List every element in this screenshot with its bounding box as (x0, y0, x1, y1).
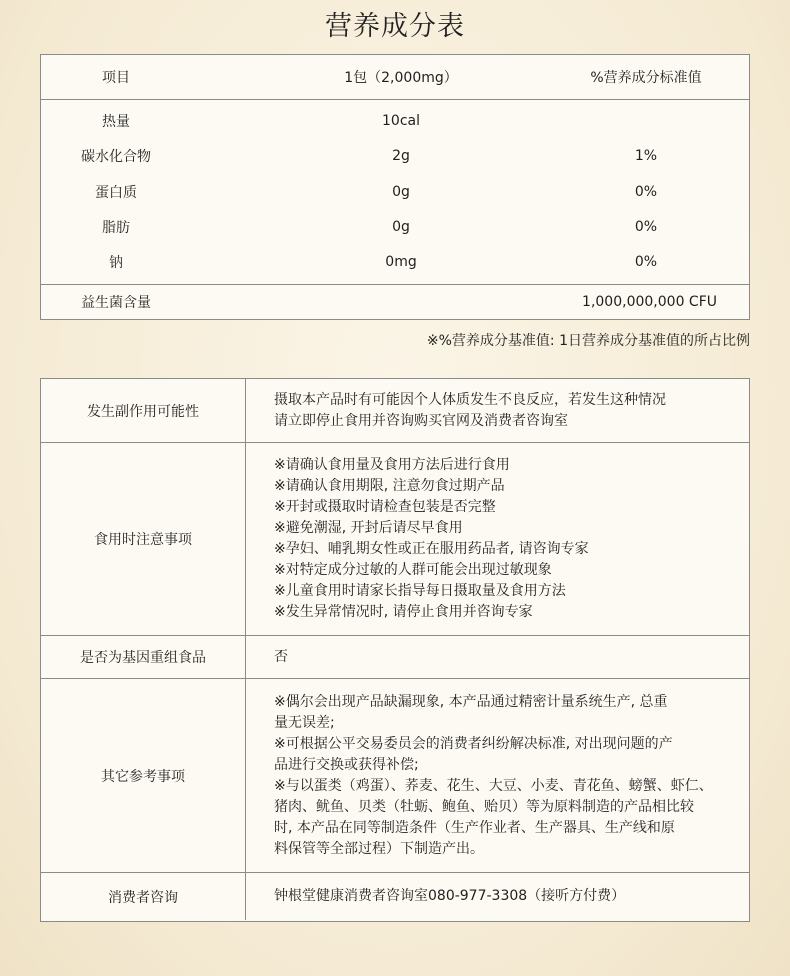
other-row (41, 679, 749, 873)
precautions-row (41, 443, 749, 636)
gmo-row (41, 636, 749, 679)
header-amount: 1包（2,000mg） (344, 70, 458, 86)
info-table (40, 378, 750, 922)
nutrient-name: 碳水化合物 (81, 149, 151, 165)
side-effect-row (41, 379, 749, 443)
nutrient-amount: 0mg (385, 254, 417, 270)
side-effect-label: 发生副作用可能性 (41, 379, 246, 442)
text-line: ※与以蛋类（鸡蛋）、荞麦、花生、大豆、小麦、青花鱼、螃蟹、虾仁、 (274, 777, 713, 794)
nutrient-amount: 10cal (382, 113, 420, 129)
precautions-label: 食用时注意事项 (41, 443, 246, 635)
text-line: 料保管等全部过程）下制造产出。 (274, 840, 484, 857)
nutrient-name: 蛋白质 (95, 185, 137, 201)
list-item: ※请确认食用量及食用方法后进行食用 (274, 457, 510, 473)
nutrient-percent: 0% (634, 184, 658, 200)
nutrition-row (41, 210, 749, 244)
list-item: ※发生异常情况时, 请停止食用并咨询专家 (274, 604, 533, 620)
header-item: 项目 (102, 70, 130, 86)
nutrition-header-row (41, 55, 749, 99)
text-line: 猪肉、鱿鱼、贝类（牡蛎、鲍鱼、贻贝）等为原料制造的产品相比较 (274, 798, 694, 815)
nutrient-name: 热量 (102, 114, 130, 130)
nutrition-table (40, 54, 750, 320)
text-line: 品进行交换或获得补偿; (274, 756, 419, 773)
list-item: ※请确认食用期限, 注意勿食过期产品 (274, 478, 505, 494)
text-line: 时, 本产品在同等制造条件（生产作业者、生产器具、生产线和原 (274, 819, 675, 836)
nutrient-percent (541, 104, 751, 138)
list-item: ※避免潮湿, 开封后请尽早食用 (274, 520, 463, 536)
nutrition-row (41, 175, 749, 209)
nutrient-percent: 0% (634, 219, 658, 235)
text-line: 摄取本产品时有可能因个人体质发生不良反应，若发生这种情况 (274, 391, 666, 408)
consult-label: 消费者咨询 (41, 873, 246, 920)
list-item: ※儿童食用时请家长指导每日摄取量及食用方法 (274, 583, 566, 599)
nutrient-name: 脂肪 (102, 220, 130, 236)
nutrition-row (41, 245, 749, 279)
nutrition-row (41, 104, 749, 138)
nutrient-percent: 1% (634, 148, 658, 164)
probiotic-label: 益生菌含量 (81, 295, 151, 311)
side-effect-text (274, 379, 726, 442)
other-label: 其它参考事项 (41, 679, 246, 872)
precautions-list (274, 443, 726, 635)
header-percent: %营养成分标准值 (590, 70, 702, 86)
gmo-value: 否 (274, 648, 288, 665)
nutrient-name: 钠 (109, 255, 123, 271)
text-line: 请立即停止食用并咨询购买官网及消费者咨询室 (274, 412, 568, 429)
text-line: 量无误差; (274, 714, 335, 731)
probiotic-row (41, 285, 749, 319)
list-item: ※开封或摄取时请检查包装是否完整 (274, 499, 496, 515)
footnote: ※%营养成分基准值: 1日营养成分基准值的所占比例 (426, 333, 750, 349)
page-title: 营养成分表 (325, 11, 465, 42)
list-item: ※孕妇、哺乳期女性或正在服用药品者, 请咨询专家 (274, 541, 589, 557)
nutrient-amount: 2g (392, 148, 410, 164)
other-text (274, 679, 726, 872)
consult-value: 钟根堂健康消费者咨询室080-977-3308（接听方付费） (274, 888, 626, 904)
probiotic-value: 1,000,000,000 CFU (582, 294, 717, 310)
nutrient-amount: 0g (392, 184, 410, 200)
nutrient-percent: 0% (634, 254, 658, 270)
nutrition-row (41, 139, 749, 173)
gmo-label: 是否为基因重组食品 (41, 636, 246, 678)
consult-row (41, 873, 749, 920)
list-item: ※对特定成分过敏的人群可能会出现过敏现象 (274, 562, 552, 578)
text-line: ※可根据公平交易委员会的消费者纠纷解决标准, 对出现问题的产 (274, 735, 673, 752)
nutrient-amount: 0g (392, 219, 410, 235)
divider (41, 99, 749, 100)
text-line: ※偶尔会出现产品缺漏现象, 本产品通过精密计量系统生产, 总重 (274, 693, 668, 710)
